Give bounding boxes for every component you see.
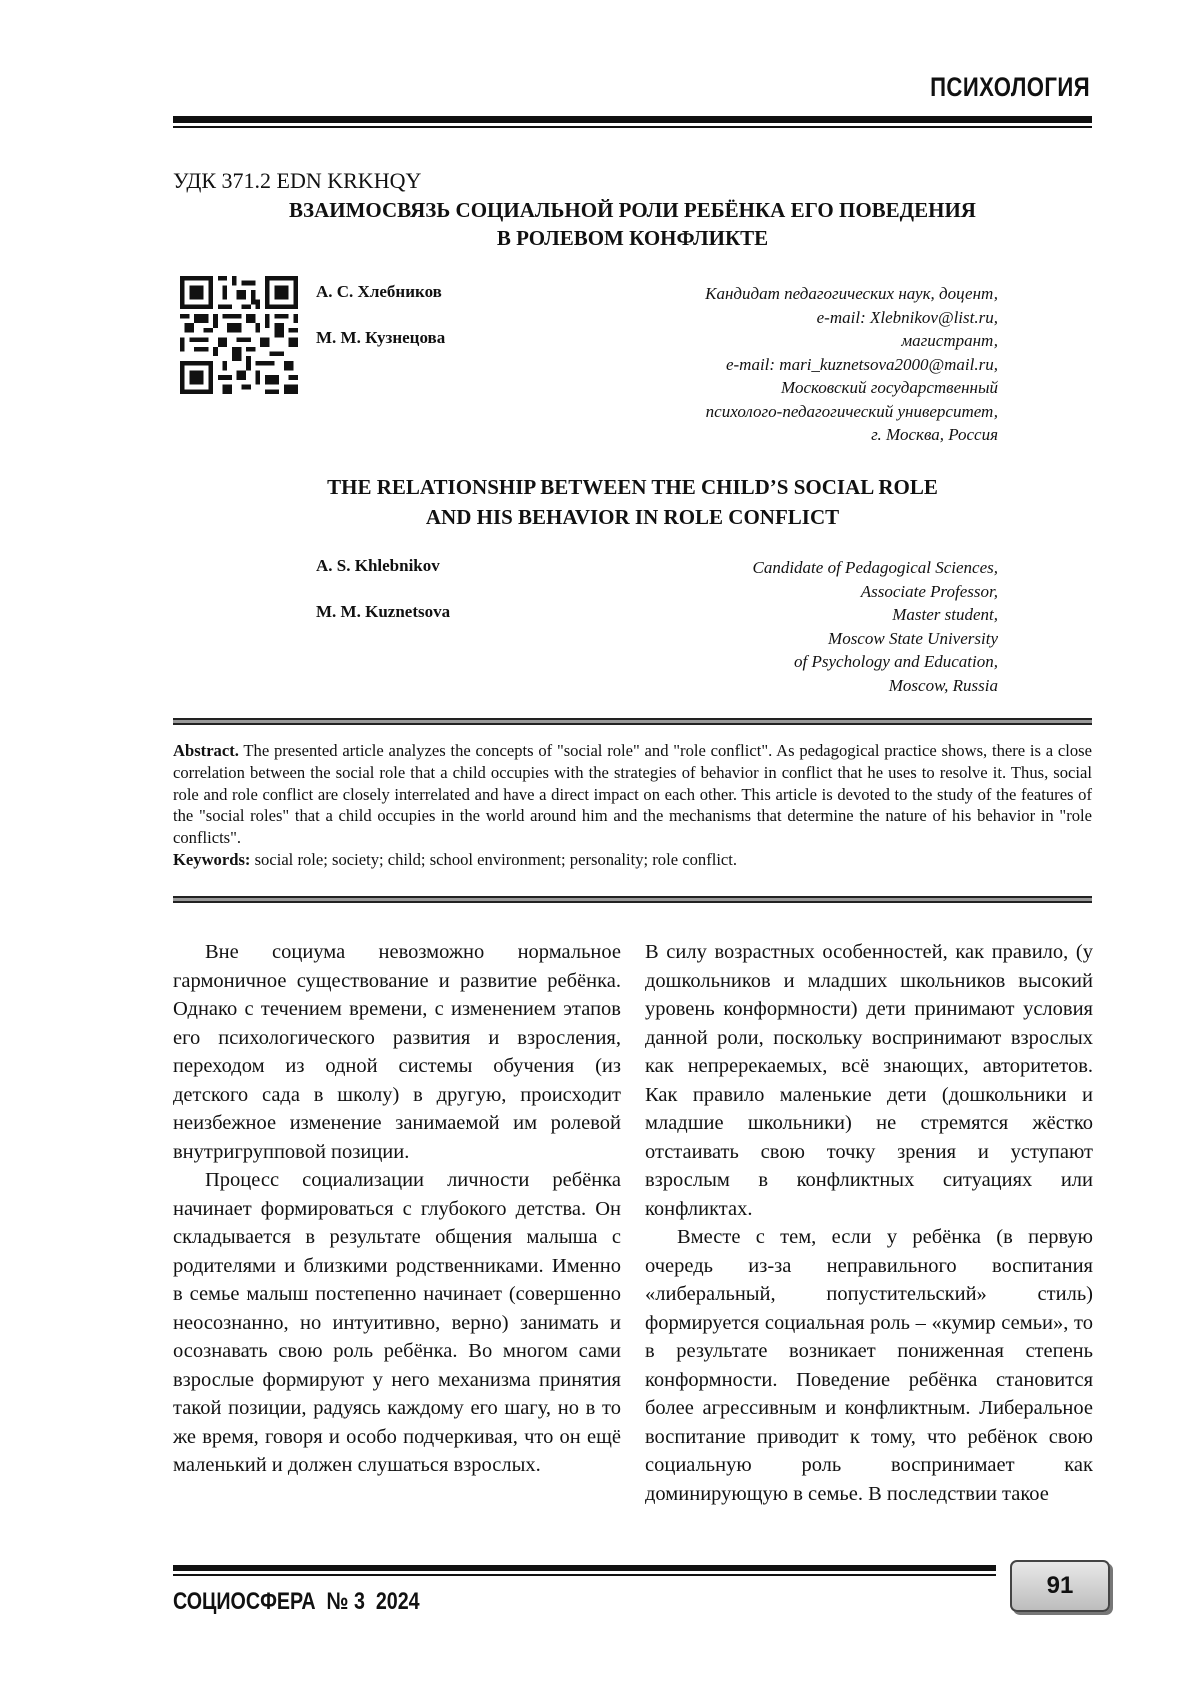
author-name: M. M. Kuznetsova xyxy=(316,602,451,621)
section-title: ПСИХОЛОГИЯ xyxy=(930,72,1090,102)
body-paragraph: Процесс социализации личности ребёнка начинает формироваться с глубокого детства. Он складывается в результате общения малыша с родителями и близкими родственниками. Именно в семье малыш постепенно начинает (совершенно неосознанно, но интуитивно, верно) занимать и осознавать свою роль ребёнка. Во многом сами взрослые формируют у него механизма принятия такой позиции, радуясь каждому его шагу, но в то же время, говоря и особо подчеркивая, что он ещё маленький и должен слушаться взрослых. xyxy=(173,1169,621,1476)
body-column-left xyxy=(173,938,621,1480)
affiliation-line: Moscow, Russia xyxy=(888,675,998,695)
affiliation-en xyxy=(538,556,998,697)
footer-rule xyxy=(173,1565,996,1571)
affiliation-line: Master student, xyxy=(892,605,998,624)
affiliation-line: Moscow State University xyxy=(828,628,998,648)
affiliation-line: of Psychology and Education, xyxy=(794,652,998,671)
title-en-line: THE RELATIONSHIP BETWEEN THE CHILD’S SOCIAL ROLE xyxy=(327,475,938,499)
affiliation-line: г. Москва, Россия xyxy=(871,425,998,444)
author-name: А. С. Хлебников xyxy=(316,282,442,301)
affiliation-line: Кандидат педагогических наук, доцент, xyxy=(705,284,998,303)
article-title-ru xyxy=(173,196,1092,252)
abstract-text: The presented article analyzes the concepts of "social role" and "role conflict". As pedagogical practice shows, there is a close correlation between the social role that a child occupies with the strategies of behavior in conflict that he uses to resolve it. Thus, social role and role conflict are closely interrelated and have a direct impact on each other. This article is devoted to the study of the features of the "social roles" that a child occupies in the world around him and the mechanisms that determine the nature of his behavior in "role conflicts". xyxy=(173,741,1092,848)
affiliation-line: Associate Professor, xyxy=(860,581,998,601)
affiliation-line: Candidate of Pedagogical Sciences, xyxy=(752,558,998,577)
body-paragraph: Вне социума невозможно нормальное гармоничное существование и развитие ребёнка. Однако с течением времени, с изменением этапов его психологического развития и взросления, переходом из одной системы обучения (из детского сада в школу) в другую, происходит неизбежное изменение занимаемой им ролевой внутригрупповой позиции. xyxy=(173,941,621,1163)
abstract-bottom-divider xyxy=(173,896,1092,903)
page-number: 91 xyxy=(1046,1572,1074,1599)
journal-issue: СОЦИОСФЕРА № 3 2024 xyxy=(173,1588,420,1615)
affiliation-line: Московский государственный xyxy=(781,378,998,397)
affiliation-line: психолого-педагогический университет, xyxy=(705,401,998,421)
header-rule-thin xyxy=(173,126,1092,128)
authors-en xyxy=(316,556,450,648)
abstract-label: Abstract. xyxy=(173,741,239,760)
header-rule xyxy=(173,116,1092,123)
affiliation-line: e-mail: Xlebnikov@list.ru, xyxy=(816,307,998,327)
udk-code: УДК 371.2 EDN KRKHQY xyxy=(173,168,422,193)
footer-rule-thin xyxy=(173,1574,996,1576)
body-paragraph: В силу возрастных особенностей, как правило, (у дошкольников и младших школьников высокий уровень конформности) дети принимают условия данной роли, поскольку воспринимают взрослых как непререкаемых, всё знающих, авторитетов. Как правило маленькие дети (дошкольники и младшие школьники) не стремятся жёстко отстаивать свою точку зрения и уступают взрослым в конфликтных ситуациях или конфликтах. xyxy=(645,941,1093,1220)
author-name: A. S. Khlebnikov xyxy=(316,556,440,575)
keywords-text: social role; society; child; school environment; personality; role conflict. xyxy=(250,849,738,869)
affiliation-line: e-mail: mari_kuznetsova2000@mail.ru, xyxy=(725,354,998,374)
abstract-block xyxy=(173,740,1092,871)
article-title-en xyxy=(173,472,1092,532)
title-en-line: AND HIS BEHAVIOR IN ROLE CONFLICT xyxy=(425,505,840,529)
title-ru-line: В РОЛЕВОМ КОНФЛИКТЕ xyxy=(496,226,769,250)
affiliation-line: магистрант, xyxy=(901,331,998,350)
title-ru-line: ВЗАИМОСВЯЗЬ СОЦИАЛЬНОЙ РОЛИ РЕБЁНКА ЕГО ПОВЕДЕНИЯ xyxy=(289,198,976,222)
author-name: М. М. Кузнецова xyxy=(316,328,446,347)
authors-ru xyxy=(316,282,445,374)
keywords-label: Keywords: xyxy=(173,849,251,869)
body-column-right xyxy=(645,938,1093,1508)
body-paragraph: Вместе с тем, если у ребёнка (в первую очередь из-за неправильного воспитания «либеральный, попустительский» стиль) формируется социальная роль – «кумир семьи», то в результате возникает пониженная степень конформности. Поведение ребёнка становится более агрессивным и конфликтным. Либеральное воспитание приводит к тому, что ребёнок свою социальную роль воспринимает как доминирующую в семье. В последствии такое xyxy=(645,1226,1093,1505)
affiliation-ru xyxy=(538,282,998,447)
qr-code-icon xyxy=(180,276,298,394)
abstract-top-divider xyxy=(173,718,1092,725)
